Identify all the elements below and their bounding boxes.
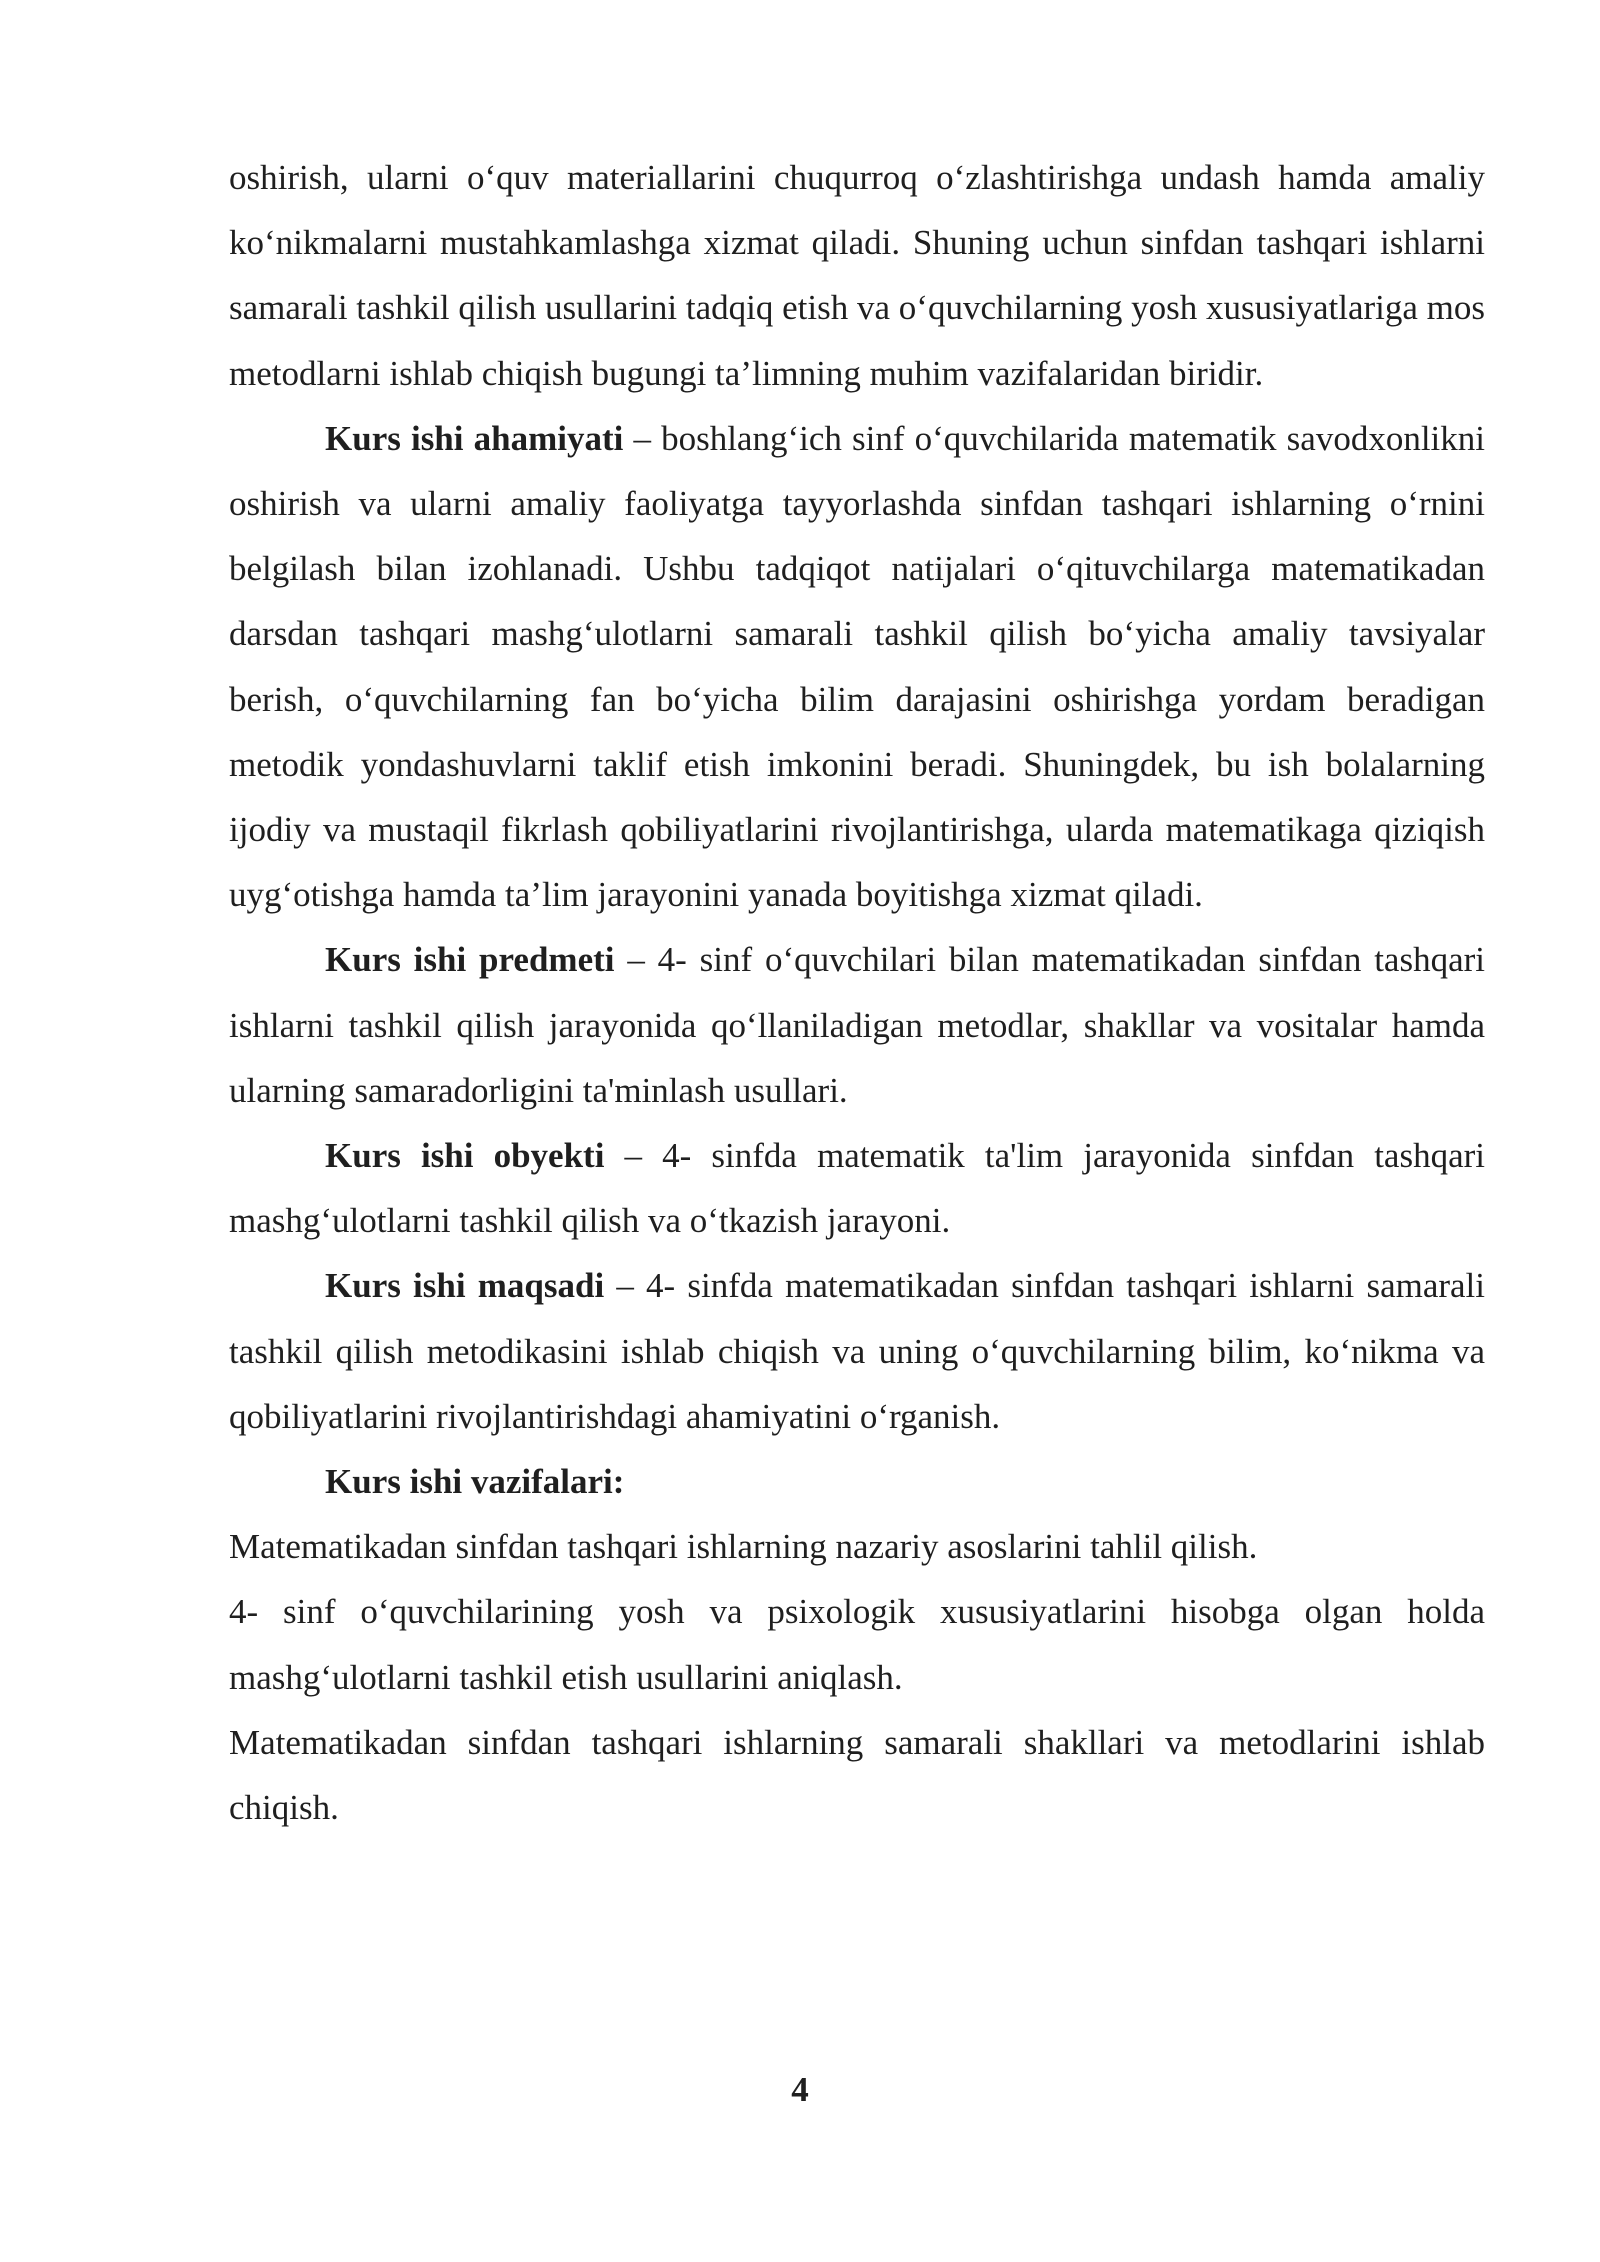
importance-paragraph	[229, 406, 1485, 928]
importance-text: – boshlang‘ich sinf o‘quvchilarida matematik savodxonlikni oshirish va ularni amaliy faoliyatga tayyorlashda sinfdan tashqari ishlarning o‘rnini belgilash bilan izohlanadi. Ushbu tadqiqot natijalari o‘qituvchilarga matematikadan darsdan tashqari mashg‘ulotlarni samarali tashkil qilish bo‘yicha amaliy tavsiyalar berish, o‘quvchilarning fan bo‘yicha bilim darajasini oshirishga yordam beradigan metodik yondashuvlarni taklif etish imkonini beradi. Shuningdek, bu ish bolalarning ijodiy va mustaqil fikrlash qobiliyatlarini rivojlantirishga, ularda matematikaga qiziqish uyg‘otishga hamda ta’lim jarayonini yanada boyitishga xizmat qiladi.	[229, 418, 1485, 915]
importance-term: Kurs ishi ahamiyati	[325, 418, 624, 458]
page-number: 4	[791, 2070, 809, 2109]
goal-paragraph	[229, 1253, 1485, 1449]
subject-text: – 4- sinf o‘quvchilari bilan matematikadan sinfdan tashqari ishlarni tashkil qilish jarayonida qo‘llaniladigan metodlar, shakllar va vositalar hamda ularning samaradorligini ta'minlash usullari.	[229, 940, 1485, 1110]
subject-term: Kurs ishi predmeti	[325, 940, 615, 980]
tasks-heading: Kurs ishi vazifalari:	[325, 1462, 625, 1502]
task-item-3: Matematikadan sinfdan tashqari ishlarning samarali shakllari va metodlarini ishlab chiqish.	[229, 1722, 1485, 1828]
intro-paragraph: oshirish, ularni o‘quv materiallarini chuqurroq o‘zlashtirishga undash hamda amaliy ko‘nikmalarni mustahkamlashga xizmat qiladi. Shuning uchun sinfdan tashqari ishlarni samarali tashkil qilish usullarini tadqiq etish va o‘quvchilarning yosh xususiyatlariga mos metodlarni ishlab chiqish bugungi ta’limning muhim vazifalaridan biridir.	[229, 158, 1485, 393]
task-item-2: 4- sinf o‘quvchilarining yosh va psixologik xususiyatlarini hisobga olgan holda mashg‘ulotlarni tashkil etish usullarini aniqlash.	[229, 1592, 1485, 1697]
goal-term: Kurs ishi maqsadi	[325, 1266, 605, 1306]
object-term: Kurs ishi obyekti	[325, 1136, 605, 1176]
subject-paragraph	[229, 927, 1485, 1123]
task-item-1: Matematikadan sinfdan tashqari ishlarning nazariy asoslarini tahlil qilish.	[229, 1527, 1258, 1567]
object-paragraph	[229, 1123, 1485, 1253]
goal-text: – 4- sinfda matematikadan sinfdan tashqari ishlarni samarali tashkil qilish metodikasini ishlab chiqish va uning o‘quvchilarning bilim, ko‘nikma va qobiliyatlarini rivojlantirishdagi ahamiyatini o‘rganish.	[229, 1266, 1485, 1436]
body-text	[229, 145, 1485, 1840]
object-text: – 4- sinfda matematik ta'lim jarayonida sinfdan tashqari mashg‘ulotlarni tashkil qilish va o‘tkazish jarayoni.	[229, 1136, 1486, 1241]
